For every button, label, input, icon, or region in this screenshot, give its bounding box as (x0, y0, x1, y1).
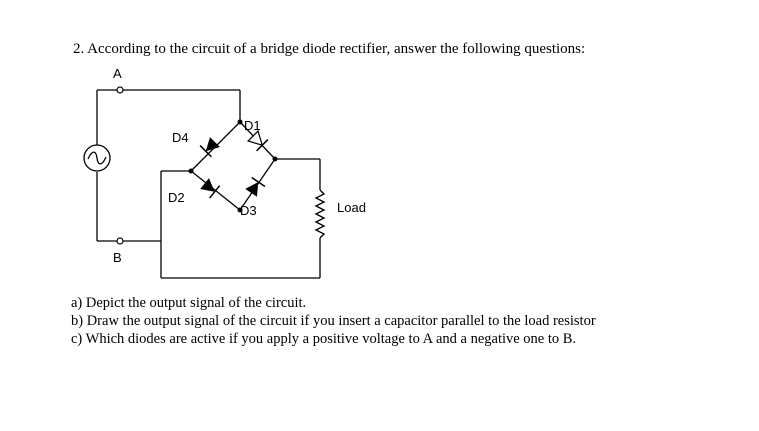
diode-d2-label: D2 (168, 190, 185, 205)
terminal-b-label: B (113, 250, 122, 265)
diode-d1-label: D1 (244, 118, 261, 133)
diode-d3-icon (244, 178, 265, 198)
diode-d4-label: D4 (172, 130, 189, 145)
diode-d4-icon (200, 136, 221, 157)
question-heading: 2. According to the circuit of a bridge diode rectifier, answer the following questions: (73, 41, 586, 57)
ac-source-icon (84, 145, 110, 171)
diode-d3-label: D3 (240, 203, 257, 218)
load-label: Load (337, 200, 366, 215)
terminal-a-label: A (113, 66, 122, 81)
sub-question-a: a) Depict the output signal of the circuit. (71, 295, 307, 311)
sub-questions (71, 294, 596, 348)
junction-dots (189, 120, 278, 213)
sub-question-b: b) Draw the output signal of the circuit if you insert a capacitor parallel to the load resistor (71, 313, 596, 329)
terminal-a-icon (117, 87, 123, 93)
load-resistor-icon (316, 190, 324, 238)
sub-question-c: c) Which diodes are active if you apply a positive voltage to A and a negative one to B. (71, 331, 577, 347)
terminal-b-icon (117, 238, 123, 244)
